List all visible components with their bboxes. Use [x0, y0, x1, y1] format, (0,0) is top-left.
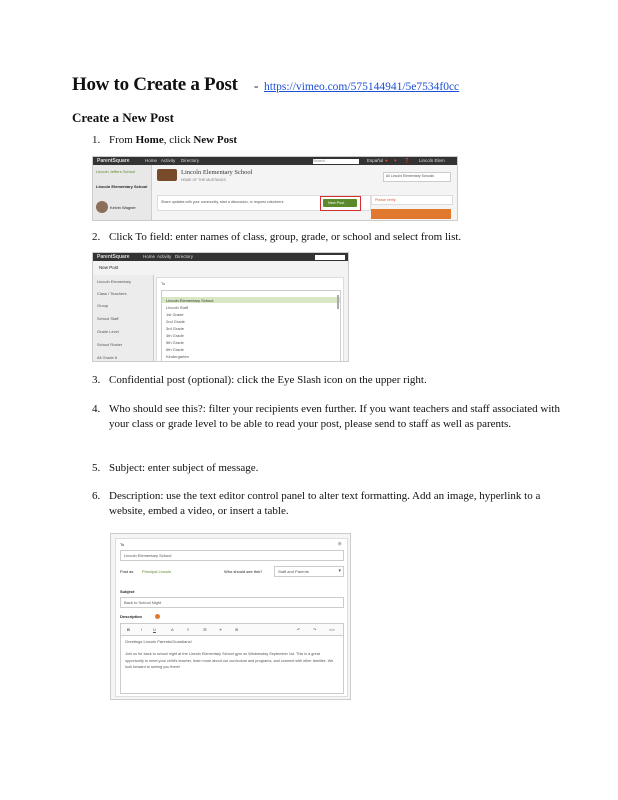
who-should-see-value: Staff and Parents: [278, 569, 309, 574]
step-2: [92, 230, 562, 245]
sidebar-item-elementary[interactable]: Lincoln Elementary School: [96, 184, 148, 189]
recipient-option[interactable]: 4th Grade: [166, 333, 184, 338]
to-label: To: [120, 542, 125, 547]
recipient-option[interactable]: 5th Grade: [166, 340, 184, 345]
font-color-button[interactable]: A: [171, 627, 174, 632]
new-post-button[interactable]: [323, 199, 357, 207]
screenshot-compose-form: [110, 533, 351, 700]
recipient-option[interactable]: Lincoln Elementary School: [166, 298, 214, 303]
undo-icon[interactable]: ↶: [297, 627, 301, 632]
step-6: [92, 489, 562, 519]
sidebar-item-school[interactable]: Lincoln Jeffers School: [96, 169, 136, 174]
post-as-label: Post as: [120, 569, 134, 574]
sidebar-user-name[interactable]: Kelvin Wagner: [110, 205, 136, 210]
subject-field-value: Back to School Night: [124, 600, 162, 605]
step-number: 2.: [92, 231, 101, 243]
step-text: From: [109, 134, 136, 146]
step-text: Click To field: enter names of class, group, grade, or school and select from list.: [109, 231, 462, 243]
recipient-option[interactable]: 6th Grade: [166, 347, 184, 352]
title-separator: -: [254, 78, 259, 93]
top-nav-bar: [93, 157, 457, 165]
list-button[interactable]: ☰: [203, 627, 207, 632]
bold-button[interactable]: B: [127, 627, 130, 632]
underline-button[interactable]: U: [153, 627, 156, 632]
step-bold-new-post: New Post: [193, 134, 238, 146]
school-select[interactable]: [383, 172, 451, 182]
italic-button[interactable]: I: [141, 627, 143, 632]
search-input[interactable]: Search: [313, 159, 359, 164]
editor-body-text: Join us for back to school night at the Lincoln Elementary School gym on Wednesday September 1st. This is a great opportunity to meet your child's teacher, learn more about our curriculum and programs, and connect with other families. We look forward to seeing you there!: [125, 652, 334, 669]
nav-directory[interactable]: Directory: [181, 158, 200, 163]
sidebar-item[interactable]: Lincoln Elementary: [97, 279, 132, 284]
new-post-label: New Post: [328, 200, 345, 205]
new-post-title: New Post: [99, 265, 119, 270]
step-text: , click: [163, 134, 194, 146]
step-number: 3.: [92, 374, 101, 386]
step-5: [92, 461, 562, 476]
to-field[interactable]: [120, 550, 344, 561]
description-label: Description: [120, 614, 143, 619]
school-name: Lincoln Elementary School: [181, 169, 253, 176]
redo-icon[interactable]: ↷: [313, 627, 317, 632]
step-3: [92, 373, 562, 388]
step-number: 6.: [92, 490, 101, 502]
editor-greeting: Greetings Lincoln Parents/Guardians!: [125, 639, 192, 644]
help-icon[interactable]: ❓: [404, 158, 410, 163]
dropdown-scrollbar[interactable]: [337, 295, 339, 309]
subject-field[interactable]: [120, 597, 344, 608]
recipient-option[interactable]: 2nd Grade: [166, 319, 185, 324]
step-number: 4.: [92, 403, 101, 415]
brand-logo: ParentSquare: [97, 254, 130, 260]
recipient-option[interactable]: 3rd Grade: [166, 326, 185, 331]
section-heading: Create a New Post: [72, 110, 174, 125]
school-select-value: All Lincoln Elementary Schools: [386, 174, 435, 178]
verify-notice: [371, 195, 453, 205]
nav-home[interactable]: Home: [145, 158, 158, 163]
left-sidebar: [93, 275, 154, 361]
nav-activity[interactable]: Activity: [161, 158, 176, 163]
orange-banner[interactable]: [371, 209, 451, 219]
eye-slash-icon[interactable]: ◉: [337, 541, 342, 547]
who-should-see-select[interactable]: [274, 566, 344, 577]
screenshot-home: [92, 156, 458, 221]
brand-logo: ParentSquare: [97, 158, 130, 164]
code-view-icon[interactable]: </>: [329, 627, 335, 632]
table-icon[interactable]: ⊞: [235, 627, 239, 632]
step-4: [92, 402, 562, 432]
recipient-dropdown[interactable]: [161, 290, 341, 362]
compose-form: [115, 538, 348, 697]
subject-label: Subject: [120, 589, 135, 594]
to-label: To: [161, 281, 166, 286]
step-text: Description: use the text editor control panel to alter text formatting. Add an image, hyperlink to a website, embed a video, or insert a table.: [109, 490, 541, 517]
description-editor[interactable]: [120, 635, 344, 694]
video-link[interactable]: https://vimeo.com/575144941/5e7534f0cc: [264, 81, 460, 93]
school-logo-icon: [157, 169, 177, 181]
account-menu[interactable]: Lincoln Elem: [419, 158, 445, 163]
sidebar-item[interactable]: Group: [97, 303, 109, 308]
info-icon[interactable]: [155, 614, 160, 619]
step-text: Who should see this?: filter your recipients even further. If you want teachers and staff associated with your class or grade level to be able to read your post, please send to staff as well as parents.: [109, 403, 560, 430]
to-field-value: Lincoln Elementary School: [124, 553, 172, 558]
top-nav-bar: [93, 253, 348, 261]
link-icon[interactable]: ⚭: [219, 627, 223, 632]
step-number: 5.: [92, 462, 101, 474]
align-button[interactable]: ≡: [187, 627, 190, 632]
compose-panel: [156, 277, 344, 362]
sidebar-item[interactable]: Class / Teachers: [97, 291, 127, 296]
post-as-value[interactable]: Principal Lincoln: [142, 569, 172, 574]
bell-icon[interactable]: ●: [385, 158, 388, 163]
recipient-option[interactable]: Lincoln Staff: [166, 305, 188, 310]
nav-activity[interactable]: Activity: [157, 254, 172, 259]
step-bold-home: Home: [135, 134, 164, 146]
who-should-see-label: Who should see this?: [224, 569, 263, 574]
recipient-option[interactable]: 1st Grade: [166, 312, 184, 317]
sidebar-item[interactable]: Grade Level: [97, 329, 119, 334]
heart-icon[interactable]: ♥: [394, 158, 397, 163]
sidebar-item[interactable]: School Roster: [97, 342, 123, 347]
chevron-down-icon: ▾: [338, 568, 341, 574]
left-sidebar: [93, 165, 152, 220]
sidebar-item[interactable]: All Grade 6: [97, 355, 118, 360]
screenshot-new-post: [92, 252, 349, 362]
nav-directory[interactable]: Directory: [175, 254, 194, 259]
recipient-option[interactable]: Kindergarten: [166, 354, 189, 359]
step-number: 1.: [92, 134, 101, 146]
language-link[interactable]: Español: [367, 158, 384, 163]
avatar: [96, 201, 108, 213]
step-text: Confidential post (optional): click the Eye Slash icon on the upper right.: [109, 374, 427, 386]
step-text: Subject: enter subject of message.: [109, 462, 259, 474]
verify-notice-text: Please verify: [375, 197, 396, 202]
search-input[interactable]: [315, 255, 345, 260]
step-1: [92, 133, 562, 148]
sidebar-item[interactable]: School Staff: [97, 316, 119, 321]
school-tagline: HOME OF THE MUSTANGS: [181, 178, 226, 182]
post-prompt-text: Share updates with your community, start a discussion, or request volunteers: [161, 200, 284, 204]
page-title: How to Create a Post: [72, 74, 238, 95]
nav-home[interactable]: Home: [143, 254, 156, 259]
